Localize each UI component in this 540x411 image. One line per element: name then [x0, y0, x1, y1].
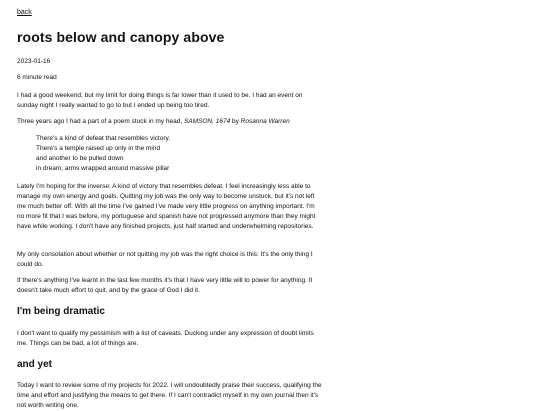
back-link[interactable]: back: [17, 9, 32, 16]
poem-line: There's a kind of defeat that resembles victory.: [36, 135, 171, 142]
poem-line: and another to be pulled down: [36, 155, 124, 162]
poem-line: There's a temple raised up only in the mind: [36, 145, 161, 152]
paragraph-pessimism: I don't want to qualify my pessimism with a list of caveats. Ducking under any expression of doubt limits me. Things can be bad, a lot of things are.: [17, 330, 314, 347]
paragraph-review: Today I want to review some of my projects for 2022. I will undoubtedly praise their success, qualifying the time and effort and justifying the means to get there. If I can't contradict myself in my own journal then it's not worth writing one.: [17, 382, 322, 409]
poem-by-text: by: [230, 118, 241, 125]
paragraph-consolation: My only consolation about whether or not quitting my job was the right choice is this: It's the only thing I could do.: [17, 251, 313, 268]
heading-dramatic: I'm being dramatic: [17, 306, 105, 317]
post-date: 2023-01-16: [17, 58, 51, 65]
paragraph-will-to-power: If there's anything I've learnt in the last few months it's that I have very little will to power for anything. It doesn't take much effort to quit, and by the grace of God I did it.: [17, 277, 313, 294]
heading-and-yet: and yet: [17, 359, 53, 370]
paragraph-weekend: I had a good weekend, but my limit for doing things is far lower than it used to be. I had an event on sunday night I really wanted to go to but I ended up being too tired.: [17, 92, 303, 109]
poem-quote: [36, 134, 170, 174]
poem-author: Rosanna Warren: [240, 118, 290, 125]
poem-line: in dream, arms wrapped around massive pillar: [36, 165, 170, 172]
paragraph-inverse: Lately I'm hoping for the inverse: A kind of victory that resembles defeat. I feel increasingly less able to manage my own energy and goals. Quitting my job was the only way to become unstuck, but it's not left me much better off. With all the time I've gained I've made very little progress on anything important. I'm no more fit that I was before, my portuguese and spanish have not progressed anymore than they might have while working. I don't have any finished projects, just half started and underwhelming repositories.: [17, 183, 316, 230]
post-title: roots below and canopy above: [17, 29, 225, 45]
read-time: 6 minute read: [17, 74, 57, 81]
paragraph-poem-intro: [17, 117, 323, 127]
poem-title: SAMSON, 1674: [183, 118, 231, 125]
poem-intro-text: Three years ago I had a part of a poem stuck in my head,: [17, 118, 184, 125]
